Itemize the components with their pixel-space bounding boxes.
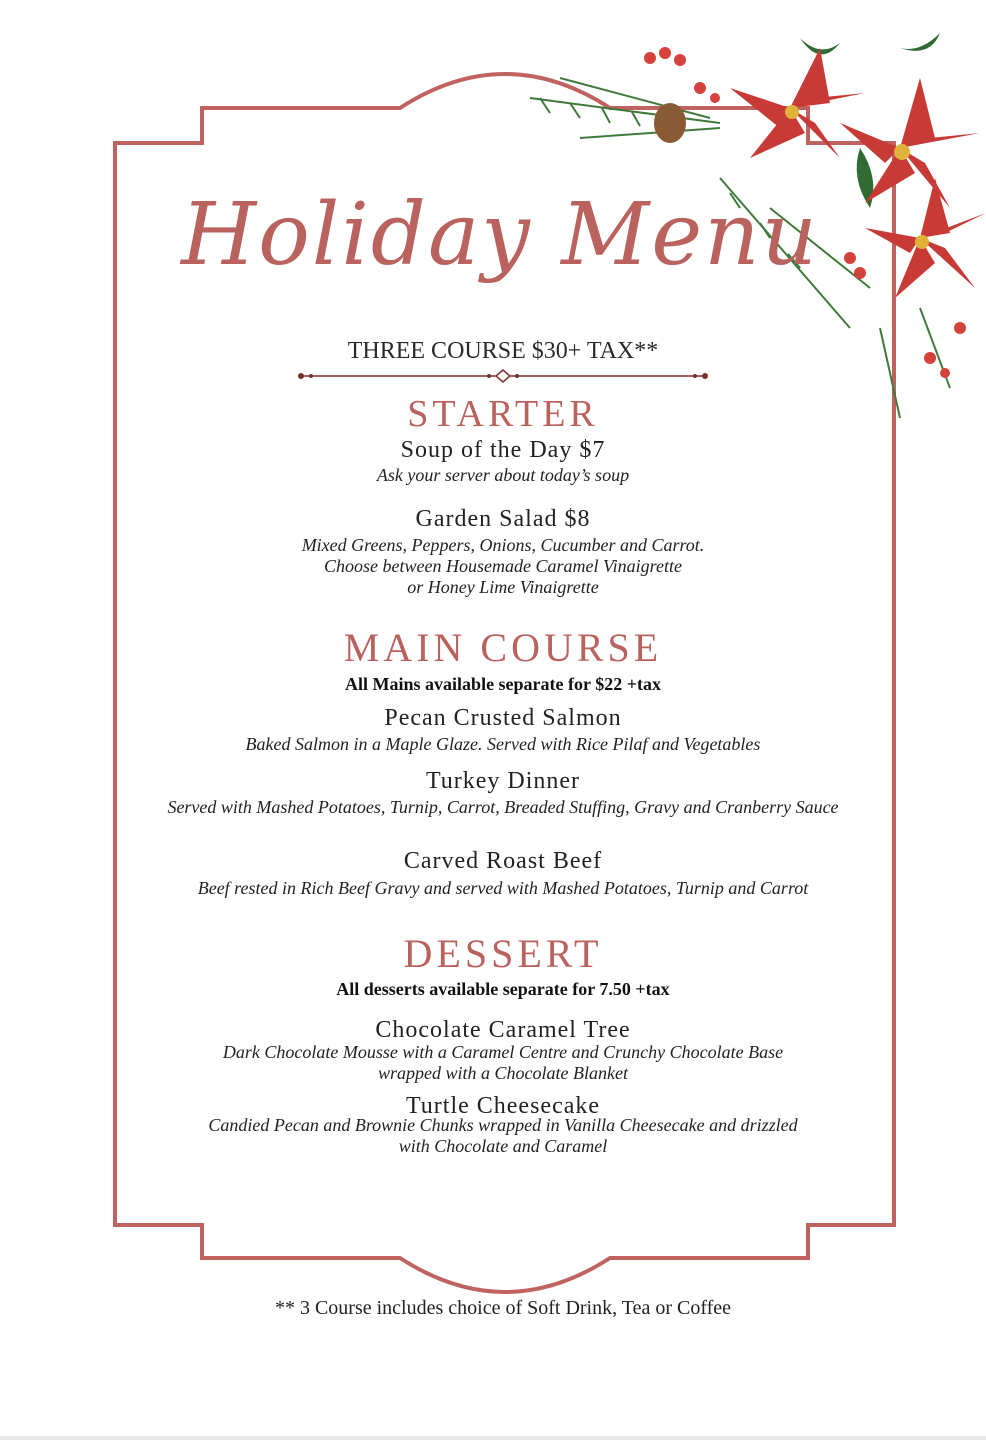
- footnote: ** 3 Course includes choice of Soft Drink, Tea or Coffee: [274, 1297, 732, 1319]
- menu-item-desc: with Chocolate and Caramel: [398, 1136, 608, 1156]
- menu-item-name: Pecan Crusted Salmon: [384, 705, 622, 731]
- menu-item-desc: Dark Chocolate Mousse with a Caramel Centre and Crunchy Chocolate Base: [222, 1042, 784, 1062]
- menu-item-name: Carved Roast Beef: [403, 848, 603, 874]
- menu-item-name: Soup of the Day $7: [400, 437, 606, 463]
- menu-item-desc: or Honey Lime Vinaigrette: [407, 577, 599, 597]
- menu-item-desc: Beef rested in Rich Beef Gravy and served with Mashed Potatoes, Turnip and Carrot: [197, 878, 809, 898]
- menu-item-desc: Baked Salmon in a Maple Glaze. Served with Rice Pilaf and Vegetables: [245, 734, 761, 754]
- menu-item-desc: Served with Mashed Potatoes, Turnip, Carrot, Breaded Stuffing, Gravy and Cranberry Sauce: [167, 797, 839, 817]
- menu-item-desc: Candied Pecan and Brownie Chunks wrapped in Vanilla Cheesecake and drizzled: [208, 1115, 798, 1135]
- section-heading-dessert: DESSERT: [403, 931, 603, 976]
- menu-item-name: Turkey Dinner: [425, 768, 581, 794]
- menu-item-desc: Mixed Greens, Peppers, Onions, Cucumber and Carrot.: [301, 535, 705, 555]
- price-subtitle: THREE COURSE $30+ TAX**: [347, 338, 659, 364]
- section-heading-starter: STARTER: [407, 393, 599, 435]
- page-edge: [0, 1436, 986, 1440]
- section-note-main: All Mains available separate for $22 +tax: [345, 674, 661, 694]
- menu-item-desc: wrapped with a Chocolate Blanket: [378, 1063, 628, 1083]
- menu-title: Holiday Menu: [181, 185, 819, 285]
- ornamental-divider: [293, 368, 713, 384]
- section-heading-main-course: MAIN COURSE: [343, 625, 663, 670]
- menu-item-desc: Ask your server about today’s soup: [376, 465, 630, 485]
- menu-item-name: Chocolate Caramel Tree: [375, 1017, 631, 1043]
- menu-item-name: Turtle Cheesecake: [405, 1093, 601, 1119]
- section-note-dessert: All desserts available separate for 7.50 +tax: [336, 979, 670, 999]
- menu-item-desc: Choose between Housemade Caramel Vinaigrette: [324, 556, 682, 576]
- menu-item-name: Garden Salad $8: [415, 506, 591, 532]
